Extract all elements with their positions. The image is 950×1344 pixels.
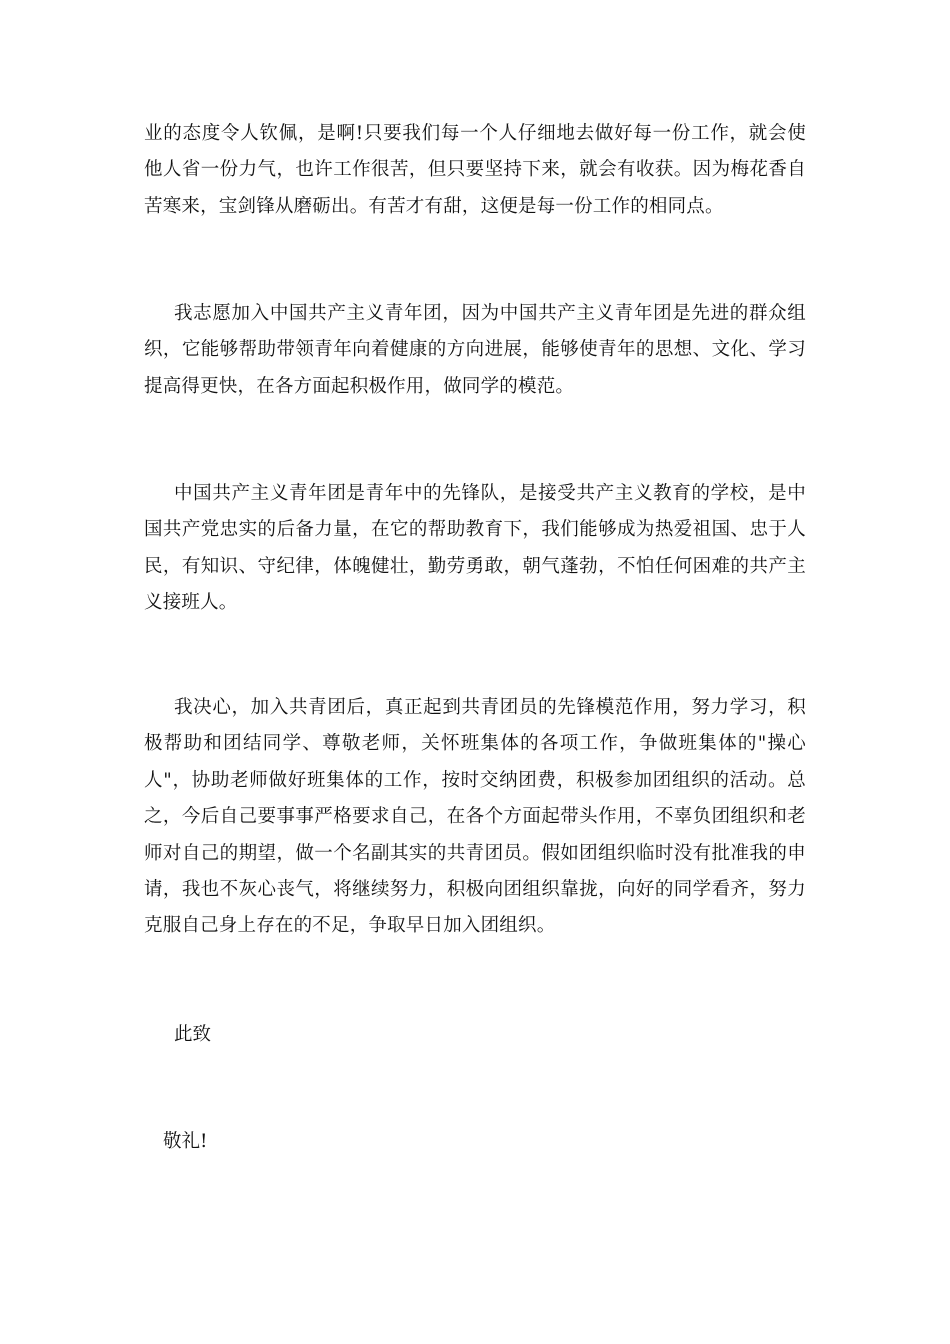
paragraph-resolution: 我决心，加入共青团后，真正起到共青团员的先锋模范作用，努力学习，积极帮助和团结同学、尊敬老师，关怀班集体的各项工作，争做班集体的"操心人"，协助老师做好班集体的工作，按时交纳团费，积极参加团组织的活动。总之，今后自己要事事严格要求自己，在各个方面起带头作用，不辜负团组织和老师对自己的期望，做一个名副其实的共青团员。假如团组织临时没有批准我的申请，我也不灰心丧气，将继续努力，积极向团组织靠拢，向好的同学看齐，努力克服自己身上存在的不足，争取早日加入团组织。 bbox=[144, 697, 806, 937]
closing-regards: 敬礼! bbox=[163, 1131, 208, 1152]
closing-salutation: 此致 bbox=[174, 1024, 212, 1045]
paragraph-join-reason: 我志愿加入中国共产主义青年团，因为中国共产主义青年团是先进的群众组织，它能够帮助带领青年向着健康的方向进展，能够使青年的思想、文化、学习提高得更快，在各方面起积极作用，做同学的模范。 bbox=[144, 303, 806, 397]
paragraph-league-description: 中国共产主义青年团是青年中的先锋队，是接受共产主义教育的学校，是中国共产党忠实的后备力量，在它的帮助教育下，我们能够成为热爱祖国、忠于人民，有知识、守纪律，体魄健壮，勤劳勇敢，朝气蓬勃，不怕任何困难的共产主义接班人。 bbox=[144, 483, 806, 614]
paragraph-continuation: 业的态度令人钦佩，是啊!只要我们每一个人仔细地去做好每一份工作，就会使他人省一份力气，也许工作很苦，但只要坚持下来，就会有收获。因为梅花香自苦寒来，宝剑锋从磨砺出。有苦才有甜，这便是每一份工作的相同点。 bbox=[144, 123, 806, 217]
